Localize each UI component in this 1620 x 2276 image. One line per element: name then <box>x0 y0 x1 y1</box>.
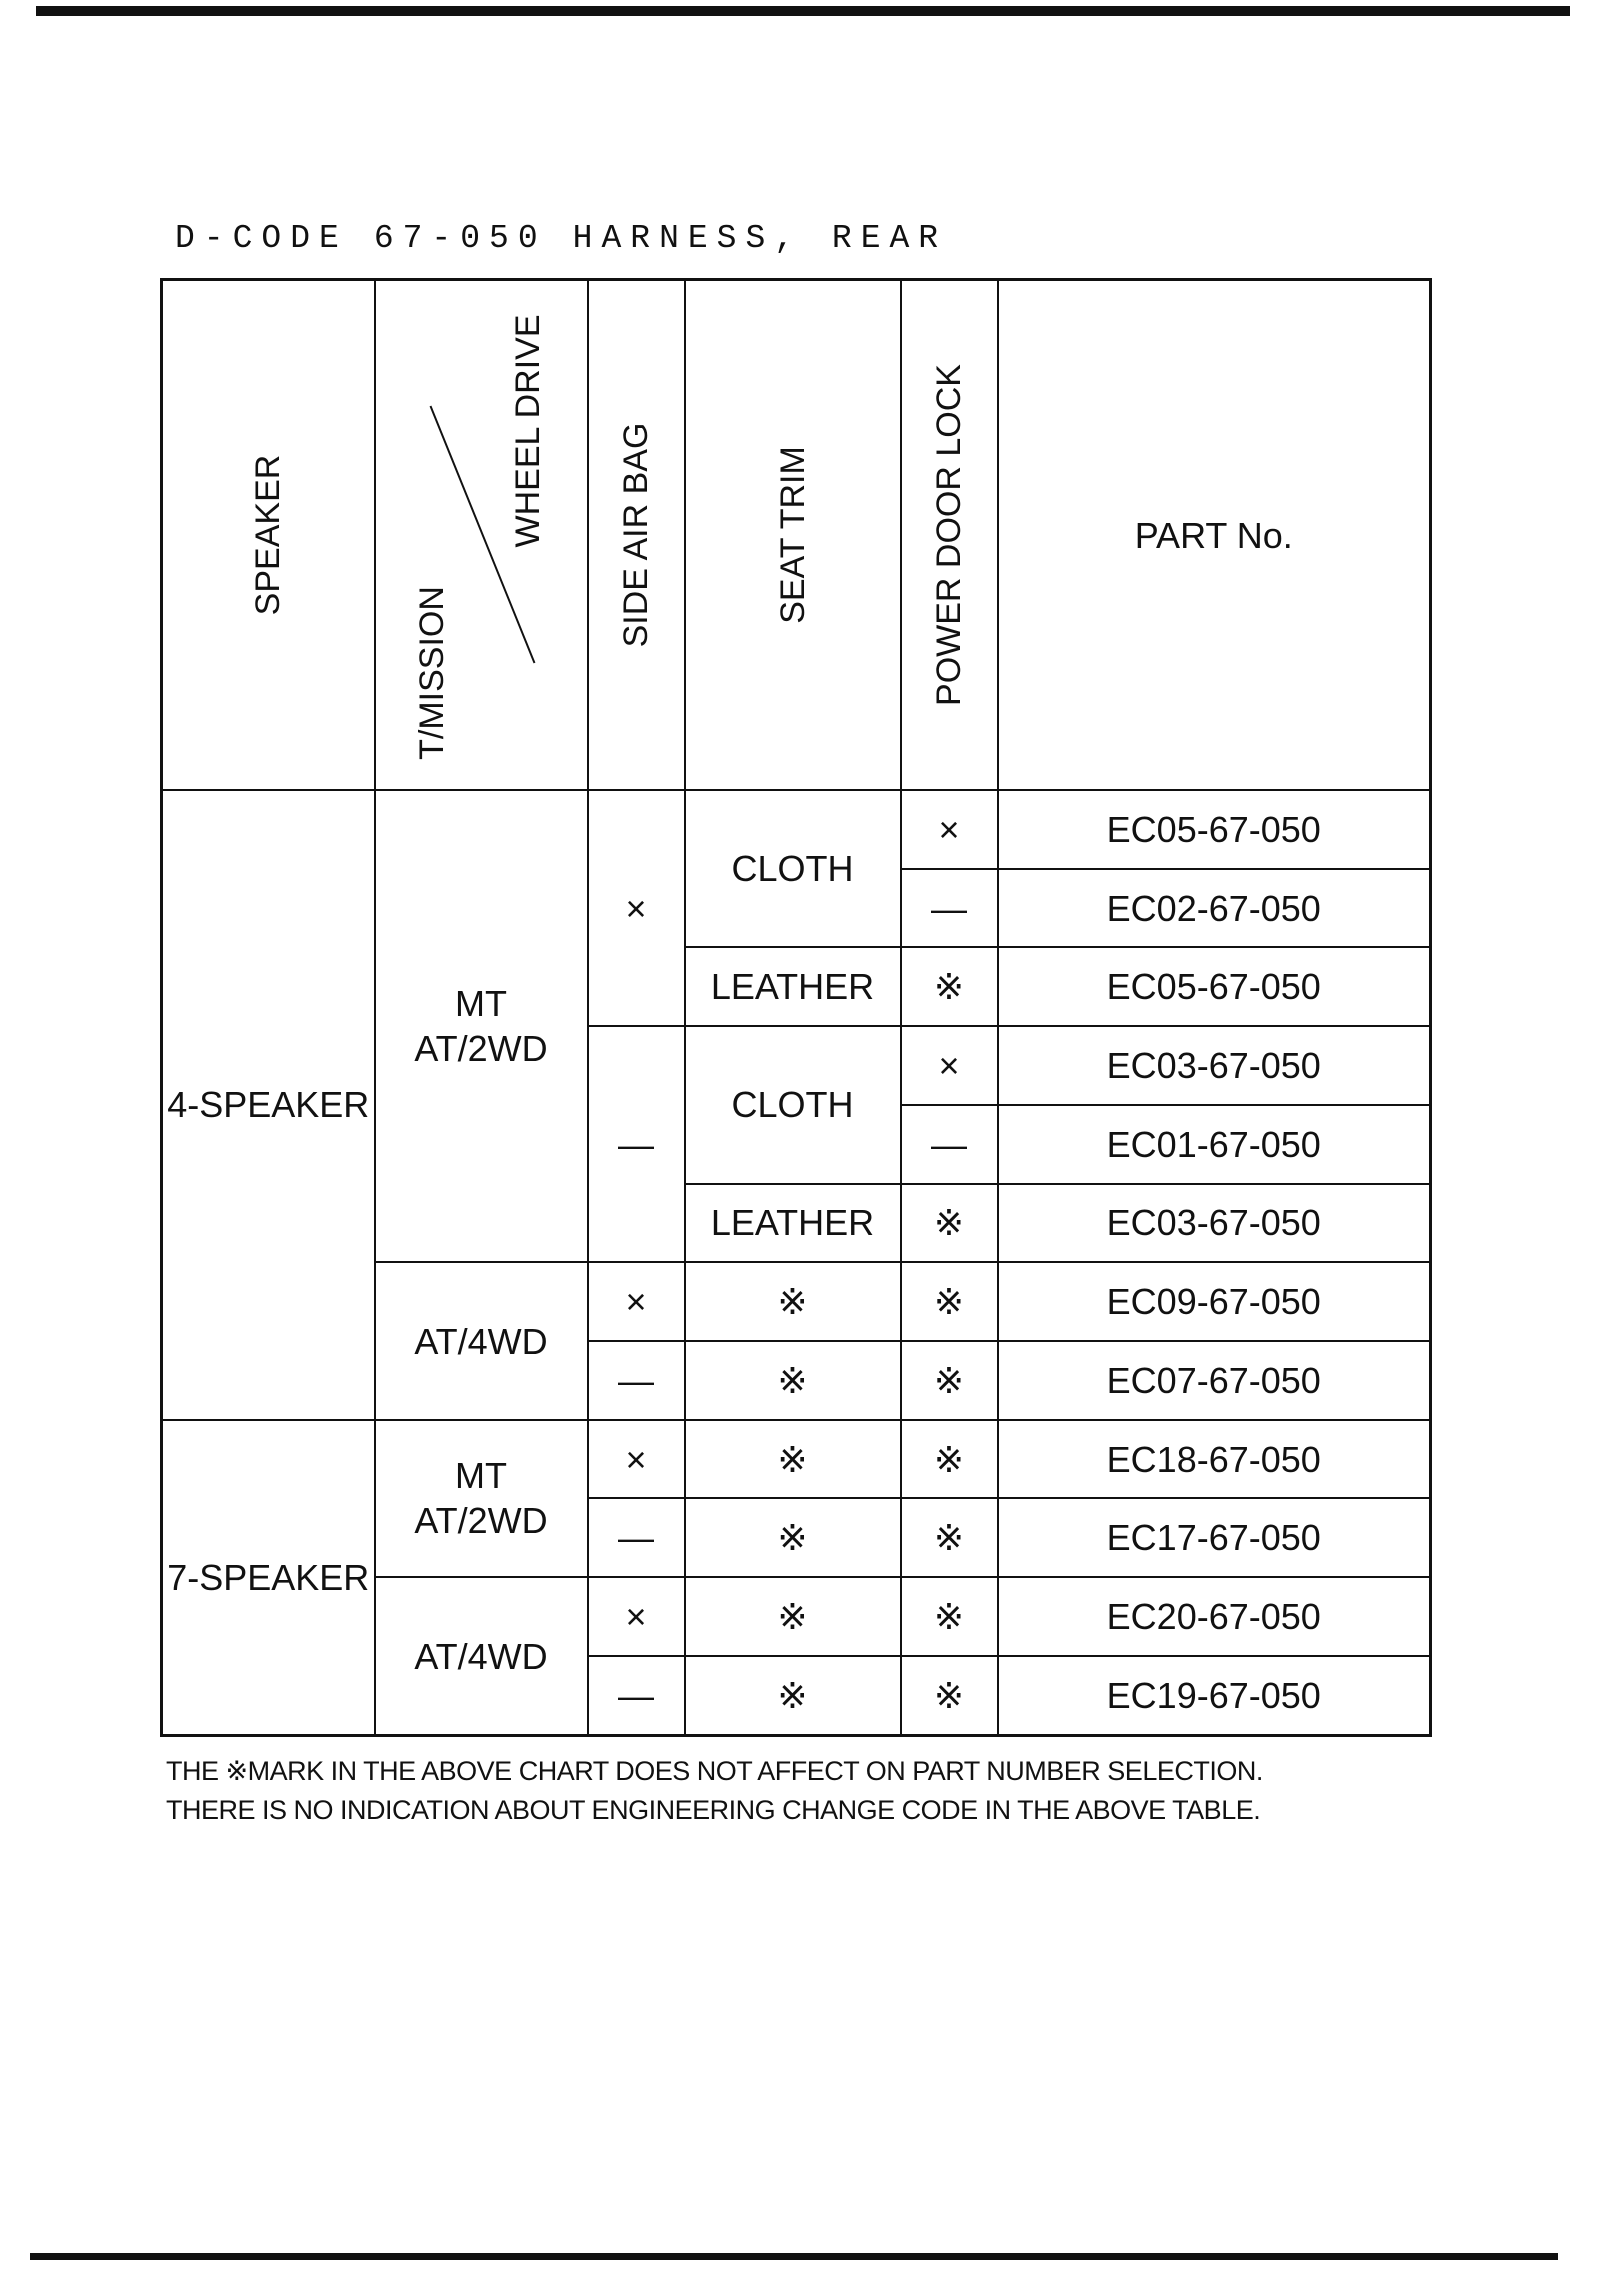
mt-at2wd-cell <box>375 1420 588 1577</box>
at4wd-cell <box>375 1262 588 1419</box>
seat-trim-any: ※ <box>685 1341 901 1420</box>
part-number: EC01-67-050 <box>998 1105 1431 1184</box>
header-part-no-label: PART No. <box>1134 514 1293 556</box>
power-door-lock-any: ※ <box>901 1184 998 1263</box>
part-number: EC19-67-050 <box>998 1656 1431 1736</box>
power-door-lock-with: × <box>901 790 998 869</box>
power-door-lock-any: ※ <box>901 1262 998 1341</box>
side-air-bag-without: — <box>588 1498 685 1577</box>
transmission-at2wd: AT/2WD <box>414 1500 548 1542</box>
speaker-4-cell <box>162 790 375 1420</box>
header-diagonal-line <box>376 281 587 789</box>
part-number: EC17-67-050 <box>998 1498 1431 1577</box>
seat-trim-any: ※ <box>685 1498 901 1577</box>
transmission-mt: MT <box>455 1455 507 1497</box>
bottom-rule <box>30 2253 1558 2260</box>
header-power-door-lock-label: POWER DOOR LOCK <box>929 364 968 706</box>
side-air-bag-without: — <box>588 1026 685 1262</box>
seat-trim-any: ※ <box>685 1262 901 1341</box>
seat-trim-any: ※ <box>685 1656 901 1736</box>
transmission-at4wd: AT/4WD <box>414 1635 548 1677</box>
top-rule <box>36 6 1570 16</box>
part-number: EC05-67-050 <box>998 790 1431 869</box>
part-number: EC03-67-050 <box>998 1184 1431 1263</box>
part-number: EC09-67-050 <box>998 1262 1431 1341</box>
header-side-air-bag <box>588 280 685 791</box>
document-title <box>175 220 973 257</box>
header-speaker-label: SPEAKER <box>249 454 287 616</box>
header-transmission-label: T/MISSION <box>412 586 451 760</box>
title-dcode: D-CODE <box>175 220 348 257</box>
power-door-lock-any: ※ <box>901 1341 998 1420</box>
speaker-7-cell <box>162 1420 375 1736</box>
power-door-lock-without: — <box>901 1105 998 1184</box>
footnote-engineering-change: THERE IS NO INDICATION ABOUT ENGINEERING CHANGE CODE IN THE ABOVE TABLE. <box>166 1795 1261 1825</box>
header-speaker <box>162 280 375 791</box>
header-wheel-drive-label: WHEEL DRIVE <box>508 314 547 548</box>
power-door-lock-any: ※ <box>901 947 998 1026</box>
footnotes <box>166 1752 1263 1830</box>
part-number: EC05-67-050 <box>998 947 1431 1026</box>
power-door-lock-with: × <box>901 1026 998 1105</box>
harness-parts-table <box>160 278 1432 1737</box>
side-air-bag-with: × <box>588 1577 685 1656</box>
seat-trim-cell: LEATHER <box>685 1184 901 1263</box>
part-number: EC20-67-050 <box>998 1577 1431 1656</box>
title-part-name: HARNESS, REAR <box>572 220 948 257</box>
table-row <box>162 1420 1431 1499</box>
speaker-7-label: 7-SPEAKER <box>167 1556 370 1598</box>
power-door-lock-any: ※ <box>901 1498 998 1577</box>
footnote-mark: THE ※MARK IN THE ABOVE CHART DOES NOT AFFECT ON PART NUMBER SELECTION. <box>166 1756 1263 1786</box>
header-seat-trim-label: SEAT TRIM <box>773 446 812 624</box>
transmission-at2wd: AT/2WD <box>414 1028 548 1070</box>
mt-at2wd-cell <box>375 790 588 1262</box>
part-number: EC03-67-050 <box>998 1026 1431 1105</box>
speaker-4-label: 4-SPEAKER <box>167 1084 370 1126</box>
seat-trim-cell: LEATHER <box>685 947 901 1026</box>
seat-trim-any: ※ <box>685 1420 901 1499</box>
header-row <box>162 280 1431 791</box>
side-air-bag-with: × <box>588 790 685 1026</box>
seat-trim-any: ※ <box>685 1577 901 1656</box>
power-door-lock-any: ※ <box>901 1577 998 1656</box>
side-air-bag-without: — <box>588 1656 685 1736</box>
part-number: EC02-67-050 <box>998 869 1431 948</box>
power-door-lock-without: — <box>901 869 998 948</box>
title-code-number: 67-050 <box>373 220 547 257</box>
at4wd-cell <box>375 1577 588 1735</box>
header-side-air-bag-label: SIDE AIR BAG <box>616 422 655 648</box>
table-row <box>162 790 1431 869</box>
header-part-no <box>998 280 1431 791</box>
header-seat-trim <box>685 280 901 791</box>
seat-trim-cell: CLOTH <box>685 790 901 947</box>
part-number: EC07-67-050 <box>998 1341 1431 1420</box>
header-power-door-lock <box>901 280 998 791</box>
transmission-at4wd: AT/4WD <box>414 1320 548 1362</box>
power-door-lock-any: ※ <box>901 1420 998 1499</box>
side-air-bag-without: — <box>588 1341 685 1420</box>
side-air-bag-with: × <box>588 1262 685 1341</box>
transmission-mt: MT <box>455 983 507 1025</box>
power-door-lock-any: ※ <box>901 1656 998 1736</box>
header-wheel-drive-transmission <box>375 280 588 791</box>
part-number: EC18-67-050 <box>998 1420 1431 1499</box>
seat-trim-cell: CLOTH <box>685 1026 901 1183</box>
side-air-bag-with: × <box>588 1420 685 1499</box>
